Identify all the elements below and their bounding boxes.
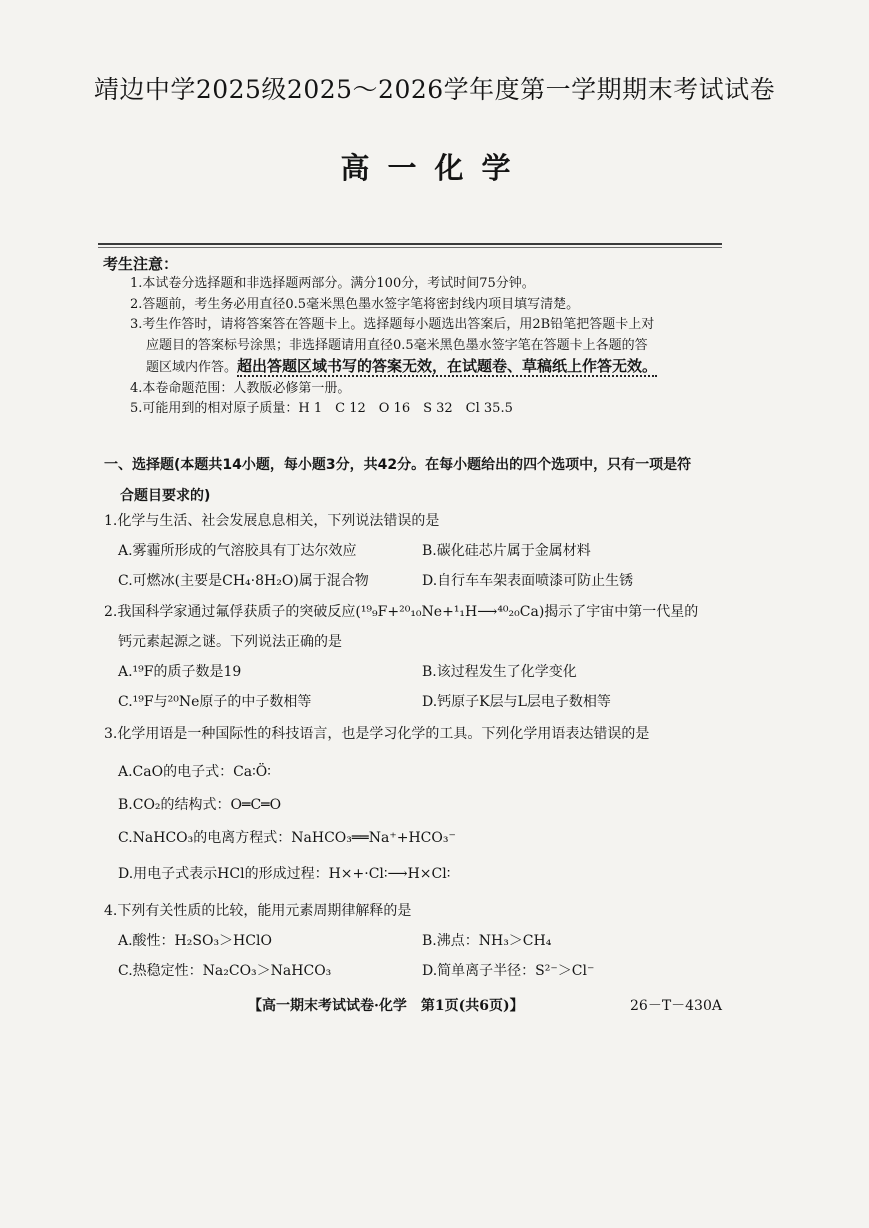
q3-option-a: A.CaO的电子式：Ca∶Ö∶ [118,764,271,780]
notice-item: 题区域内作答。超出答题区域书写的答案无效，在试题卷、草稿纸上作答无效。 [146,357,658,375]
q1-option-d: D.自行车车架表面喷漆可防止生锈 [422,573,634,589]
q2-option-b: B.该过程发生了化学变化 [422,664,577,680]
q3-option-d: D.用电子式表示HCl的形成过程：H×+·Cl∶⟶H×Cl∶ [118,866,451,882]
q2-option-d: D.钙原子K层与L层电子数相等 [422,694,611,710]
notice-heading: 考生注意： [103,255,179,273]
question-2-stem-cont: 钙元素起源之谜。下列说法正确的是 [118,634,342,650]
notice-item: 3.考生作答时，请将答案答在答题卡上。选择题每小题选出答案后，用2B铅笔把答题卡上对 [130,317,655,332]
q4-option-c: C.热稳定性：Na₂CO₃＞NaHCO₃ [118,963,332,979]
subject-title: 高一化学 [340,151,529,185]
notice-item: 2.答题前，考生务必用直径0.5毫米黑色墨水签字笔将密封线内项目填写清楚。 [130,296,580,312]
paper-code: 26－T－430A [630,998,722,1014]
header-divider-thin [98,247,722,248]
q1-option-b: B.碳化硅芯片属于金属材料 [422,543,591,559]
question-1-stem: 1.化学与生活、社会发展息息相关，下列说法错误的是 [104,513,440,529]
page-footer: 【高一期末考试试卷·化学 第1页(共6页)】 [248,998,524,1014]
q3-option-b: B.CO₂的结构式：O═C═O [118,797,282,813]
question-2-stem: 2.我国科学家通过氟俘获质子的突破反应(¹⁹₉F+²⁰₁₀Ne+¹₁H⟶⁴⁰₂₀Ca)揭示了宇宙中第一代星的 [104,604,699,620]
emphasis-text: 超出答题区域书写的答案无效，在试题卷、草稿纸上作答无效。 [237,357,658,375]
notice-item: 应题目的答案标号涂黑；非选择题请用直径0.5毫米黑色墨水签字笔在答题卡上各题的答 [146,337,648,353]
notice-item: 1.本试卷分选择题和非选择题两部分。满分100分，考试时间75分钟。 [130,276,535,291]
section-heading: 一、选择题(本题共14小题，每小题3分，共42分。在每小题给出的四个选项中，只有一项是符 合题目要求的) [104,457,692,504]
header-divider [98,243,722,245]
q2-option-c: C.¹⁹F与²⁰Ne原子的中子数相等 [118,694,312,710]
q2-option-a: A.¹⁹F的质子数是19 [118,664,242,680]
q4-option-d: D.简单离子半径：S²⁻＞Cl⁻ [422,963,595,979]
notice-item: 4.本卷命题范围：人教版必修第一册。 [130,380,351,396]
q1-option-a: A.雾霾所形成的气溶胶具有丁达尔效应 [118,543,357,559]
q4-option-b: B.沸点：NH₃＞CH₄ [422,933,552,949]
notice-list [130,274,730,420]
notice-item: 5.可能用到的相对原子质量：H 1 C 12 O 16 S 32 Cl 35.5 [130,401,513,416]
q4-option-a: A.酸性：H₂SO₃＞HClO [118,933,272,949]
question-4-stem: 4.下列有关性质的比较，能用元素周期律解释的是 [104,903,412,919]
q1-option-c: C.可燃冰(主要是CH₄·8H₂O)属于混合物 [118,573,369,589]
q3-option-c: C.NaHCO₃的电离方程式：NaHCO₃══Na⁺+HCO₃⁻ [118,830,456,846]
exam-title: 靖边中学2025级2025～2026学年度第一学期期末考试试卷 [93,75,776,104]
question-3-stem: 3.化学用语是一种国际性的科技语言，也是学习化学的工具。下列化学用语表达错误的是 [104,726,650,742]
